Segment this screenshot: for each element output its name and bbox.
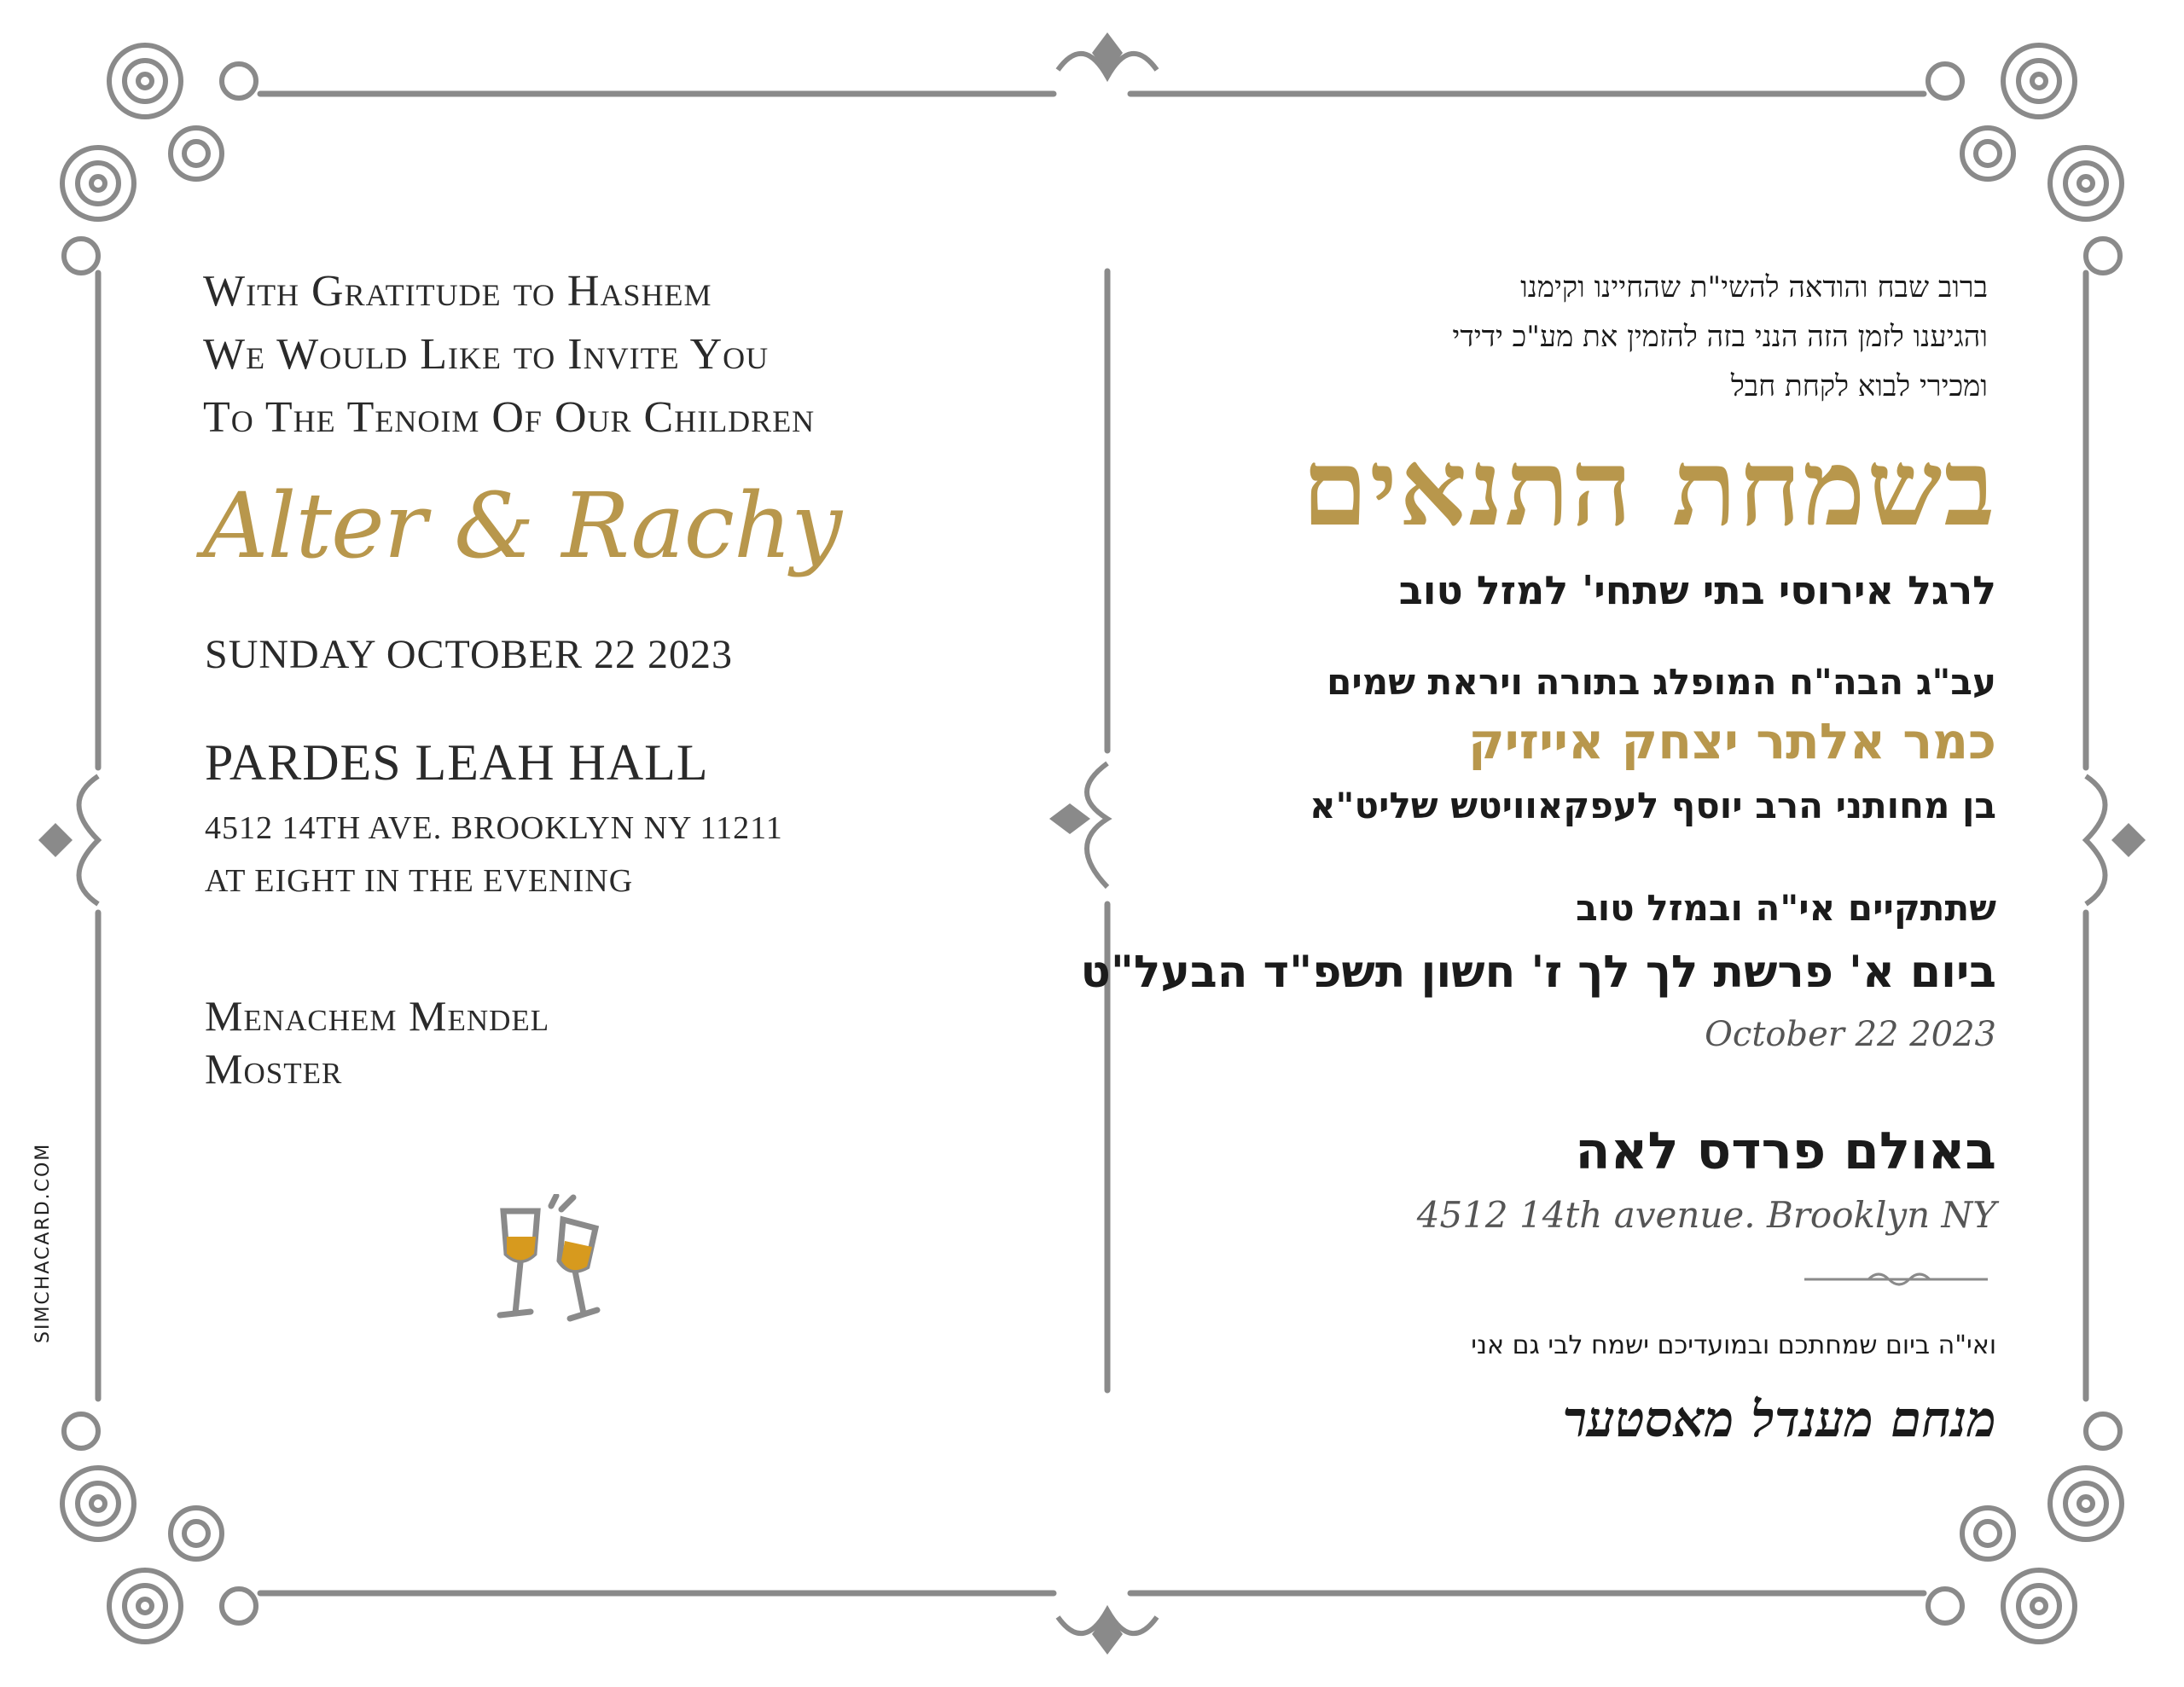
intro-line-1: With Gratitude to Hashem <box>203 267 712 316</box>
hebrew-intro-line-3: ומכירי לבוא לקחת חבל <box>1730 369 1988 403</box>
corner-swirl-bottom-left <box>62 1414 256 1642</box>
couple-names: Alter & Rachy <box>203 473 842 578</box>
divider-flourish <box>1804 1274 1988 1284</box>
event-date: SUNDAY OCTOBER 22 2023 <box>205 632 733 677</box>
champagne-glasses-icon <box>495 1194 631 1330</box>
english-date: October 22 2023 <box>1705 1015 1996 1054</box>
corner-swirl-top-right <box>1928 45 2122 273</box>
closing-line: ואי"ה ביום שמחתכם ובמועדיכם ישמח לבי גם אני <box>1471 1330 1996 1360</box>
signature: מנחם מענדל מאסטער <box>1562 1390 1996 1448</box>
venue-address: 4512 14TH AVE. BROOKLYN NY 11211 <box>205 810 783 846</box>
intro-line-3: To The Tenoim Of Our Children <box>203 393 816 442</box>
hebrew-intro-line-1: ברוב שבח והודאה להשי"ת שהחיינו וקימנו <box>1520 270 1988 304</box>
hebrew-side-address: 4512 14th avenue. Brooklyn NY <box>1416 1194 1996 1236</box>
venue-name: PARDES LEAH HALL <box>205 734 709 791</box>
groom-father: בן מחותני הרב יוסף לעפקאוויטש שליט"א <box>1309 785 1996 826</box>
groom-prefix: עב"ג הבה"ח המופלג בתורה ויראת שמים <box>1327 661 1996 703</box>
hebrew-subtitle: לרגל אירוסי בתי שתחי' למזל טוב <box>1398 567 1996 613</box>
hebrew-venue: באולם פרדס לאה <box>1575 1122 1996 1181</box>
site-credit: SIMCHACARD.COM <box>32 1142 54 1343</box>
host-name-line-1: Menachem Mendel <box>205 992 550 1040</box>
groom-name: כמר אלתר יצחק אייזיק <box>1467 712 1996 770</box>
event-time: AT EIGHT IN THE EVENING <box>205 863 634 899</box>
hebrew-title: בשמחת התנאים <box>1301 426 1996 550</box>
intro-line-2: We Would Like to Invite You <box>203 330 770 379</box>
corner-swirl-top-left <box>62 45 256 273</box>
host-name-line-2: Moster <box>205 1045 343 1093</box>
hebrew-date: ביום א' פרשת לך לך ז' חשון תשפ"ד הבעל"ט <box>1080 947 1996 998</box>
wish-line: שתתקיים אי"ה ובמזל טוב <box>1576 887 1996 929</box>
hebrew-intro-line-2: והגיענו לזמן הזה הנני בזה להזמין את מע"כ ידידי <box>1452 320 1988 354</box>
corner-swirl-bottom-right <box>1928 1414 2122 1642</box>
